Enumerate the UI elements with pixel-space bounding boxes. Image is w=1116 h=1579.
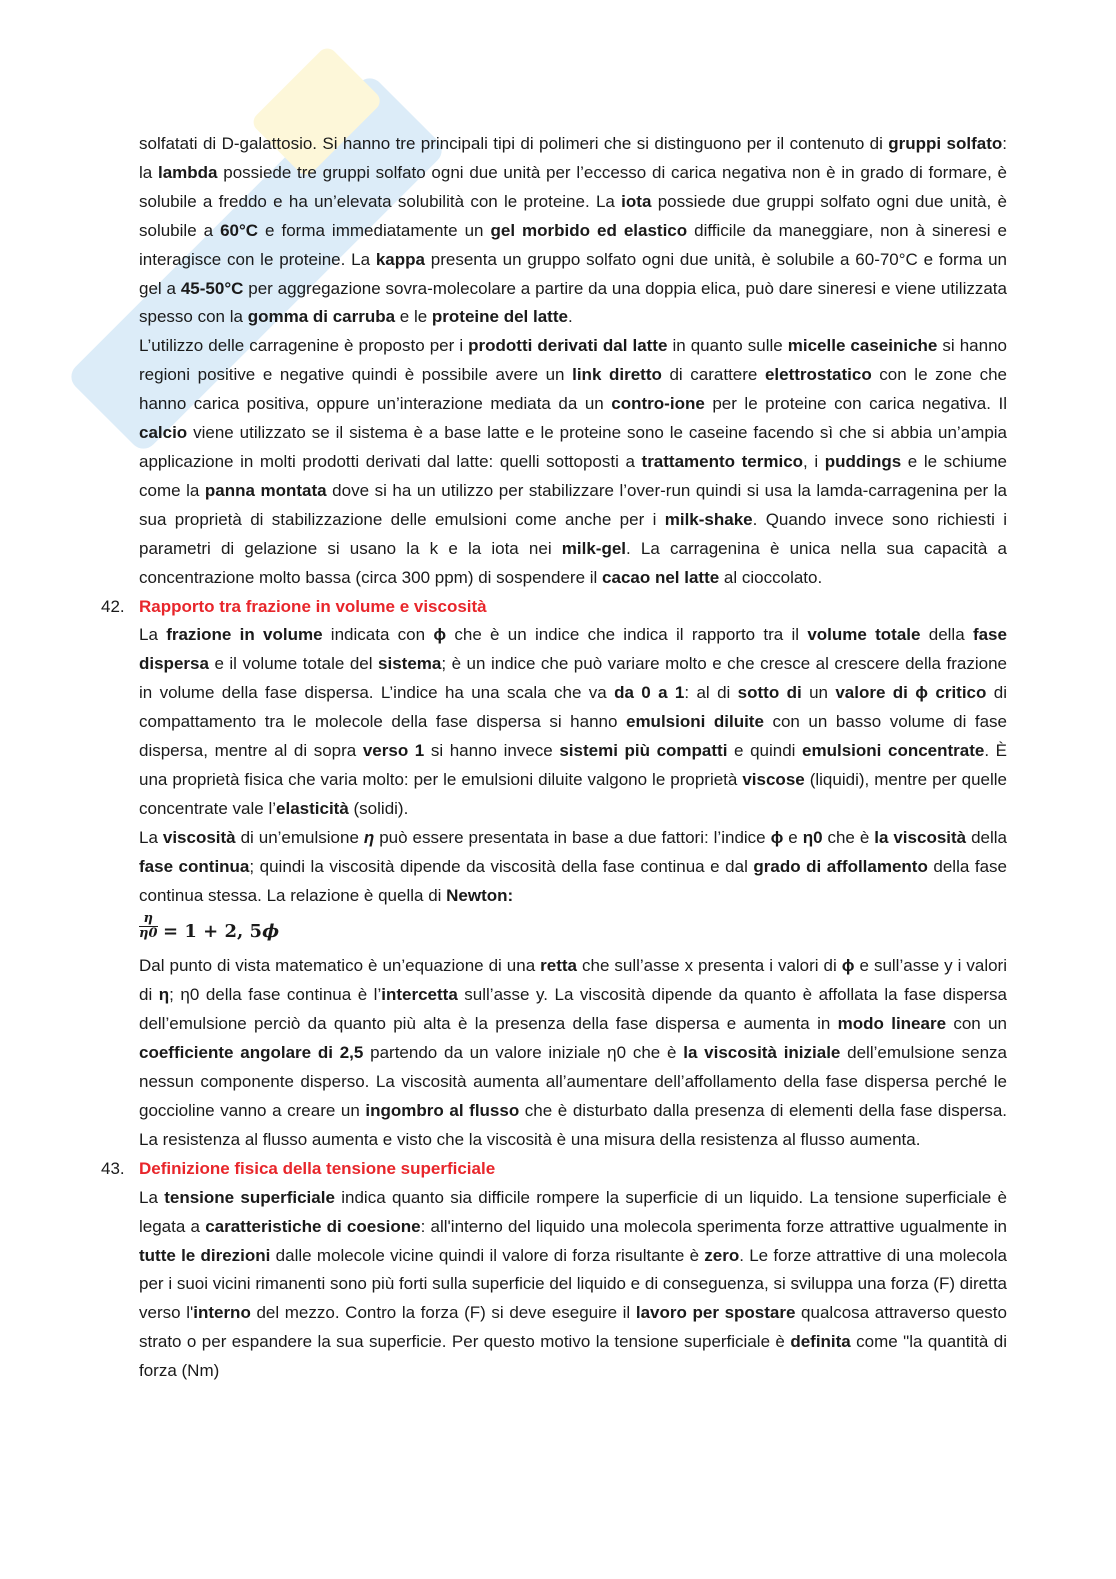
question-43-title: Definizione fisica della tensione superficiale [139,1158,496,1178]
equation-fraction [139,912,158,941]
question-42-heading [101,593,1007,622]
question-43-heading [101,1155,1007,1184]
equation-numerator: η [139,912,158,927]
carrageenan-dairy-paragraph: L’utilizzo delle carragenine è proposto per i prodotti derivati dal latte in quanto sulle micelle caseiniche si hanno regioni positive e negative quindi è possibile avere un link diretto di carattere elettrostatico con le zone che hanno carica positiva, oppure un’interazione mediata da un contro-ione per le proteine con carica negativa. Il calcio viene utilizzato se il sistema è a base latte e le proteine sono le caseine facendo sì che si abbia un’ampia applicazione in molti prodotti derivati dal latte: quelli sottoposti a trattamento termico, i puddings e le schiume come la panna montata dove si ha un utilizzo per stabilizzare l’over-run quindi si usa la lamda-carragenina per la sua proprietà di stabilizzazione delle emulsioni come anche per i milk-shake. Quando invece sono richiesti i parametri di gelazione si usano la k e la iota nei milk-gel. La carragenina è unica nella sua capacità a concentrazione molto bassa (circa 300 ppm) di sospendere il cacao nel latte al cioccolato. [139,336,1007,587]
question-42-title: Rapporto tra frazione in volume e viscosità [139,596,487,616]
question-42-number: 42. [101,596,125,616]
newton-equation [139,912,1007,948]
volume-fraction-paragraph: La frazione in volume indicata con ϕ che è un indice che indica il rapporto tra il volume totale della fase dispersa e il volume totale del sistema; è un indice che può variare molto e che cresce al crescere della frazione in volume della fase dispersa. L’indice ha una scala che va da 0 a 1: al di sotto di un valore di ϕ critico di compattamento tra le molecole della fase dispersa si hanno emulsioni diluite con un basso volume di fase dispersa, mentre al di sopra verso 1 si hanno invece sistemi più compatti e quindi emulsioni concentrate. È una proprietà fisica che varia molto: per le emulsioni diluite valgono le proprietà viscose (liquidi), mentre per quelle concentrate vale l’elasticità (solidi). [139,625,1008,818]
document-body [101,130,1008,1386]
question-43-number: 43. [101,1158,125,1178]
equation-right-side: = 1 + 2, 5ϕ [163,921,280,943]
linear-relation-paragraph: Dal punto di vista matematico è un’equazione di una retta che sull’asse x presenta i valori di ϕ e sull’asse y i valori di η; η0 della fase continua è l’intercetta sull’asse y. La viscosità dipende da quanto è affollata la fase dispersa dell’emulsione perciò da quanto più alta è la presenza della fase dispersa e aumenta in modo lineare con un coefficiente angolare di 2,5 partendo da un valore iniziale η0 che è la viscosità iniziale dell’emulsione senza nessun componente disperso. La viscosità aumenta all’aumentare dell’affollamento della fase dispersa perché le goccioline vanno a creare un ingombro al flusso che è disturbato dalla presenza di elementi della fase dispersa. La resistenza al flusso aumenta e visto che la viscosità è una misura della resistenza al flusso aumenta. [139,956,1007,1149]
carrageenan-types-paragraph: solfatati di D-galattosio. Si hanno tre principali tipi di polimeri che si distinguono per il contenuto di gruppi solfato: la lambda possiede tre gruppi solfato ogni due unità per l’eccesso di carica negativa non è in grado di formare, è solubile a freddo e ha un’elevata solubilità con le proteine. La iota possiede due gruppi solfato ogni due unità, è solubile a 60°C e forma immediatamente un gel morbido ed elastico difficile da maneggiare, non à sineresi e interagisce con le proteine. La kappa presenta un gruppo solfato ogni due unità, è solubile a 60-70°C e forma un gel a 45-50°C per aggregazione sovra-molecolare a partire da una doppia elica, può dare sineresi e viene utilizzata spesso con la gomma di carruba e le proteine del latte. [139,134,1008,327]
viscosity-paragraph: La viscosità di un’emulsione η può essere presentata in base a due fattori: l’indice ϕ e η0 che è la viscosità della fase continua; quindi la viscosità dipende da viscosità della fase continua e dal grado di affollamento della fase continua stessa. La relazione è quella di Newton: [139,827,1007,905]
equation-denominator: η0 [139,926,158,942]
surface-tension-paragraph: La tensione superficiale indica quanto sia difficile rompere la superficie di un liquido. La tensione superficiale è legata a caratteristiche di coesione: all'interno del liquido una molecola sperimenta forze attrattive ugualmente in tutte le direzioni dalle molecole vicine quindi il valore di forza risultante è zero. Le forze attrattive di una molecola per i suoi vicini rimanenti sono più forti sulla superficie del liquido e di conseguenza, si sviluppa una forza (F) diretta verso l'interno del mezzo. Contro la forza (F) si deve eseguire il lavoro per spostare qualcosa attraverso questo strato o per espandere la sua superficie. Per questo motivo la tensione superficiale è definita come "la quantità di forza (Nm) [139,1187,1008,1381]
